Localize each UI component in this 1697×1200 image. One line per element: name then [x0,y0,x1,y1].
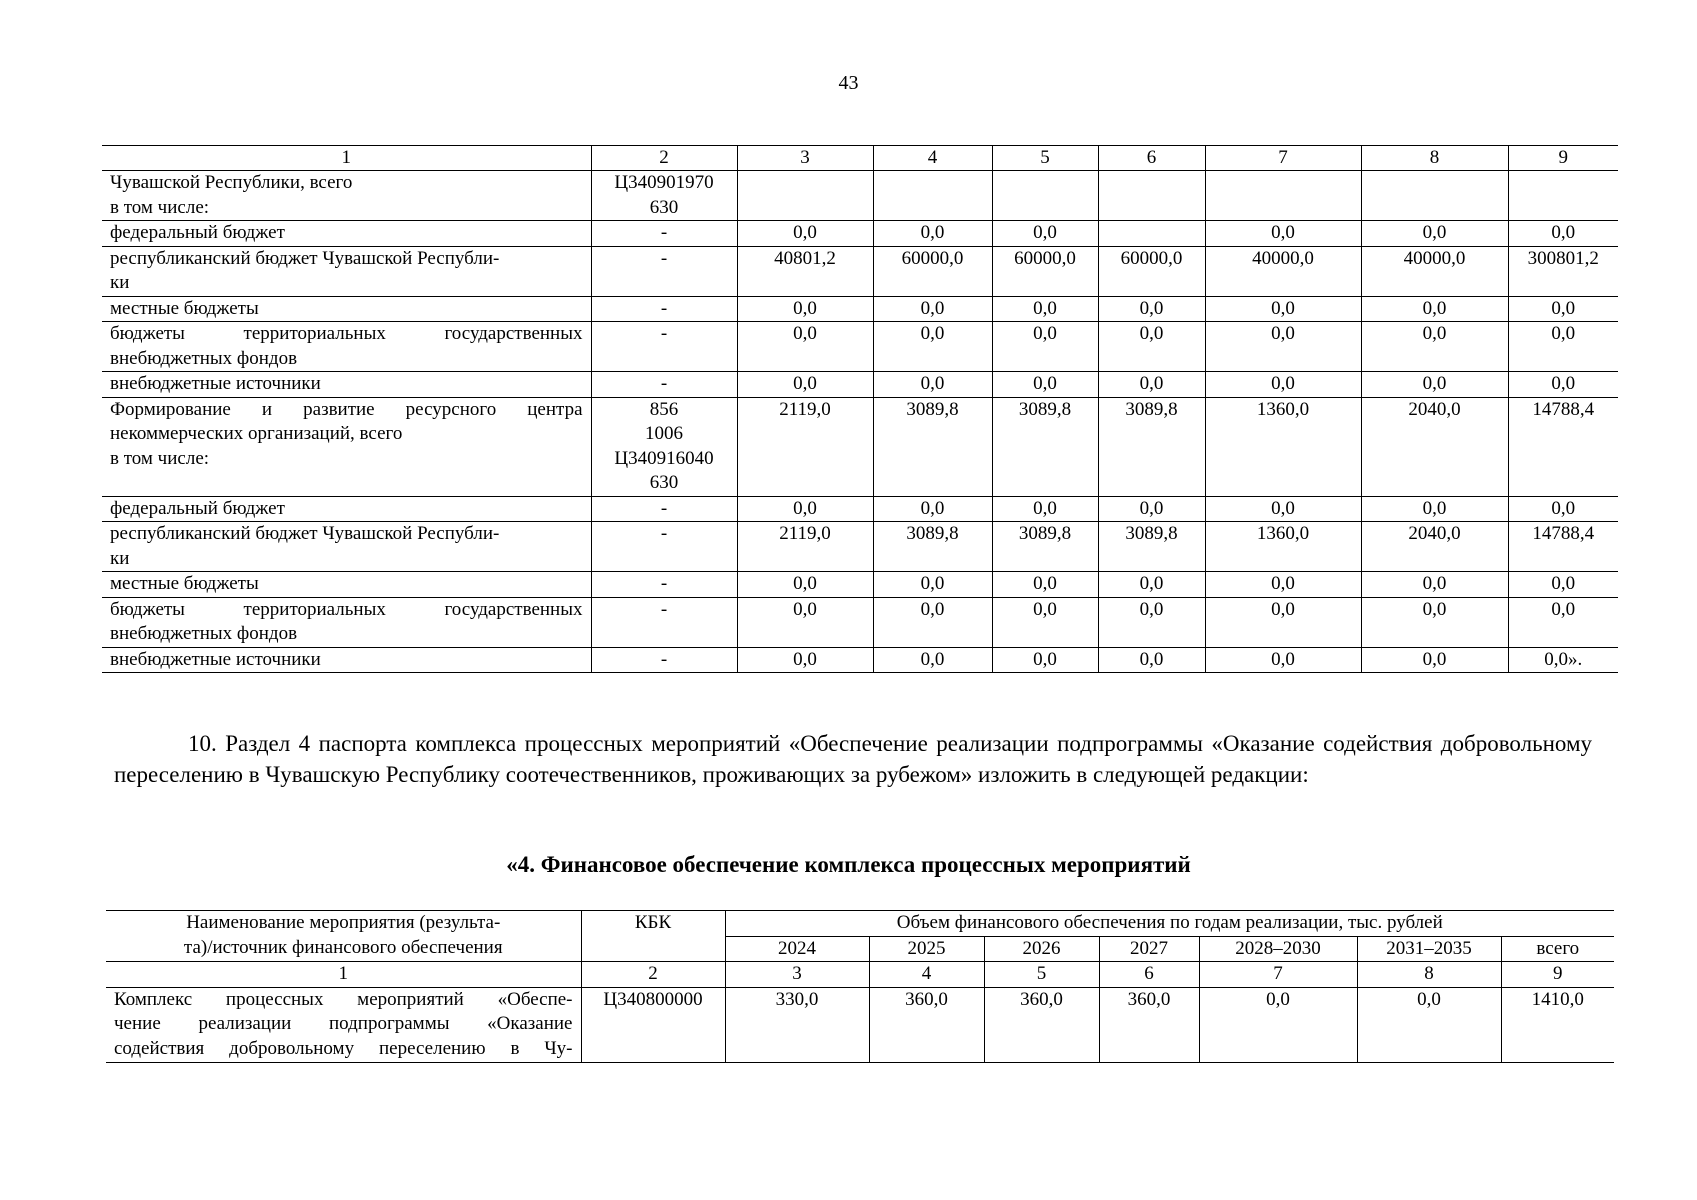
value-cell: 0,0». [1508,647,1618,673]
value-cell: 0,0 [1361,496,1508,522]
year-header: 2027 [1099,936,1199,962]
value-cell [1205,171,1361,221]
col-number: 8 [1357,962,1501,988]
value-cell: 0,0 [873,496,992,522]
table-row [102,246,1618,296]
value-cell: 60000,0 [992,246,1098,296]
value-cell: 60000,0 [1098,246,1205,296]
value-cell: 0,0 [1205,296,1361,322]
funding-table-continued [102,145,1618,673]
table-row [106,987,1614,1062]
row-label: местные бюджеты [102,296,591,322]
value-cell [737,171,873,221]
row-label: федеральный бюджет [102,221,591,247]
value-cell: 3089,8 [1098,522,1205,572]
row-label: республиканский бюджет Чувашской Республи- ки [102,246,591,296]
value-cell: 0,0 [992,496,1098,522]
col-number: 7 [1199,962,1357,988]
col-number: 2 [591,146,737,171]
financing-table [106,910,1614,1063]
value-cell [992,171,1098,221]
col-number: 5 [984,962,1099,988]
page-number: 43 [838,72,859,94]
value-cell: 0,0 [1205,597,1361,647]
value-cell: 0,0 [1361,597,1508,647]
row-label: бюджеты территориальных государственных внебюджетных фондов [102,597,591,647]
year-header: 2031–2035 [1357,936,1501,962]
section-title: «4. Финансовое обеспечение комплекса процессных мероприятий [506,852,1191,877]
value-cell [1508,171,1618,221]
value-cell: 60000,0 [873,246,992,296]
table-row [102,372,1618,398]
row-label: местные бюджеты [102,572,591,598]
value-cell: 0,0 [737,372,873,398]
row-kbk: - [591,246,737,296]
row-label: Формирование и развитие ресурсного центра некоммерческих организаций, всего в том числе: [102,397,591,496]
value-cell: 0,0 [1508,296,1618,322]
row-label: Комплекс процессных мероприятий «Обеспе- чение реализации подпрограммы «Оказание содействия добровольному переселению в Чу- [106,987,581,1062]
value-cell: 0,0 [1098,296,1205,322]
value-cell: 0,0 [1361,296,1508,322]
value-cell: 0,0 [1508,322,1618,372]
col-number: 2 [581,962,725,988]
value-cell: 1360,0 [1205,522,1361,572]
table-row [102,522,1618,572]
value-cell: 0,0 [992,372,1098,398]
row-kbk: - [591,496,737,522]
col-number: 6 [1098,146,1205,171]
value-cell: 0,0 [1098,496,1205,522]
value-cell: 0,0 [1508,372,1618,398]
value-cell: 40801,2 [737,246,873,296]
value-cell: 330,0 [725,987,869,1062]
value-cell: 0,0 [1508,496,1618,522]
value-cell: 0,0 [992,597,1098,647]
value-cell: 0,0 [1205,496,1361,522]
value-cell: 0,0 [873,647,992,673]
value-cell: 40000,0 [1361,246,1508,296]
value-cell: 0,0 [1508,221,1618,247]
value-cell: 0,0 [1361,572,1508,598]
value-cell: 0,0 [1205,322,1361,372]
col-number: 7 [1205,146,1361,171]
year-header: всего [1501,936,1614,962]
table-row [102,322,1618,372]
year-header: 2028–2030 [1199,936,1357,962]
year-header: 2024 [725,936,869,962]
row-kbk: - [591,522,737,572]
col-number: 6 [1099,962,1199,988]
value-cell: 3089,8 [992,397,1098,496]
value-cell: 0,0 [737,221,873,247]
row-kbk: - [591,647,737,673]
value-cell: 3089,8 [1098,397,1205,496]
value-cell [873,171,992,221]
header-name: Наименование мероприятия (результа- та)/источник финансового обеспечения [106,911,581,962]
value-cell: 0,0 [992,647,1098,673]
column-number-row [102,146,1618,171]
value-cell: 0,0 [1098,322,1205,372]
value-cell: 0,0 [737,572,873,598]
table-row [102,597,1618,647]
row-label: внебюджетные источники [102,647,591,673]
header-kbk: КБК [581,911,725,962]
value-cell: 0,0 [1205,372,1361,398]
row-kbk: - [591,572,737,598]
col-number: 3 [725,962,869,988]
value-cell: 0,0 [1508,572,1618,598]
col-number: 3 [737,146,873,171]
value-cell: 0,0 [737,496,873,522]
value-cell [1098,171,1205,221]
value-cell: 360,0 [1099,987,1199,1062]
value-cell: 0,0 [1098,647,1205,673]
row-label: федеральный бюджет [102,496,591,522]
value-cell: 0,0 [737,647,873,673]
value-cell: 3089,8 [992,522,1098,572]
value-cell: 2119,0 [737,397,873,496]
value-cell: 40000,0 [1205,246,1361,296]
value-cell: 0,0 [992,322,1098,372]
table-row [102,296,1618,322]
value-cell: 14788,4 [1508,522,1618,572]
row-kbk: - [591,372,737,398]
col-number: 8 [1361,146,1508,171]
row-kbk: 856 1006 Ц340916040 630 [591,397,737,496]
col-number: 9 [1508,146,1618,171]
value-cell: 14788,4 [1508,397,1618,496]
value-cell: 1410,0 [1501,987,1614,1062]
row-label: бюджеты территориальных государственных внебюджетных фондов [102,322,591,372]
table-row [102,572,1618,598]
value-cell: 0,0 [873,221,992,247]
value-cell: 0,0 [873,296,992,322]
value-cell: 0,0 [873,372,992,398]
value-cell [1361,171,1508,221]
col-number: 9 [1501,962,1614,988]
value-cell: 0,0 [1205,647,1361,673]
value-cell: 2040,0 [1361,397,1508,496]
value-cell [1098,221,1205,247]
value-cell: 1360,0 [1205,397,1361,496]
row-kbk: - [591,221,737,247]
value-cell: 0,0 [1098,372,1205,398]
value-cell: 2040,0 [1361,522,1508,572]
value-cell: 0,0 [992,572,1098,598]
value-cell: 0,0 [992,221,1098,247]
value-cell: 0,0 [873,572,992,598]
value-cell: 0,0 [1205,221,1361,247]
col-number: 5 [992,146,1098,171]
value-cell: 0,0 [1098,597,1205,647]
value-cell: 2119,0 [737,522,873,572]
row-kbk: Ц340901970 630 [591,171,737,221]
col-number: 4 [869,962,984,988]
header-row-1 [106,911,1614,937]
value-cell: 0,0 [873,322,992,372]
value-cell: 0,0 [1205,572,1361,598]
value-cell: 0,0 [1361,322,1508,372]
row-kbk: - [591,597,737,647]
row-kbk: - [591,322,737,372]
value-cell: 0,0 [1508,597,1618,647]
col-number: 1 [106,962,581,988]
value-cell: 360,0 [869,987,984,1062]
value-cell: 300801,2 [1508,246,1618,296]
amendment-paragraph: 10. Раздел 4 паспорта комплекса процессных мероприятий «Обеспечение реализации подпрограммы «Оказание содействия добровольному переселению в Чувашскую Республику соотечественников, проживающих за рубежом» изложить в следующей редакции: [114,731,1592,787]
table-row [102,496,1618,522]
table-row [102,647,1618,673]
value-cell: 0,0 [737,597,873,647]
table-row [102,397,1618,496]
row-kbk: - [591,296,737,322]
col-number: 4 [873,146,992,171]
value-cell: 360,0 [984,987,1099,1062]
value-cell: 0,0 [1098,572,1205,598]
year-header: 2025 [869,936,984,962]
value-cell: 0,0 [1361,372,1508,398]
value-cell: 0,0 [737,322,873,372]
value-cell: 0,0 [1361,221,1508,247]
value-cell: 3089,8 [873,397,992,496]
table-row [102,221,1618,247]
table-row [102,171,1618,221]
year-header: 2026 [984,936,1099,962]
row-label: Чувашской Республики, всего в том числе: [102,171,591,221]
value-cell: 0,0 [1357,987,1501,1062]
value-cell: 0,0 [1361,647,1508,673]
col-number: 1 [102,146,591,171]
column-number-row [106,962,1614,988]
value-cell: 0,0 [737,296,873,322]
value-cell: 0,0 [873,597,992,647]
value-cell: 0,0 [1199,987,1357,1062]
header-volume: Объем финансового обеспечения по годам реализации, тыс. рублей [725,911,1614,937]
row-label: внебюджетные источники [102,372,591,398]
row-label: республиканский бюджет Чувашской Республи- ки [102,522,591,572]
value-cell: 0,0 [992,296,1098,322]
row-kbk: Ц340800000 [581,987,725,1062]
value-cell: 3089,8 [873,522,992,572]
